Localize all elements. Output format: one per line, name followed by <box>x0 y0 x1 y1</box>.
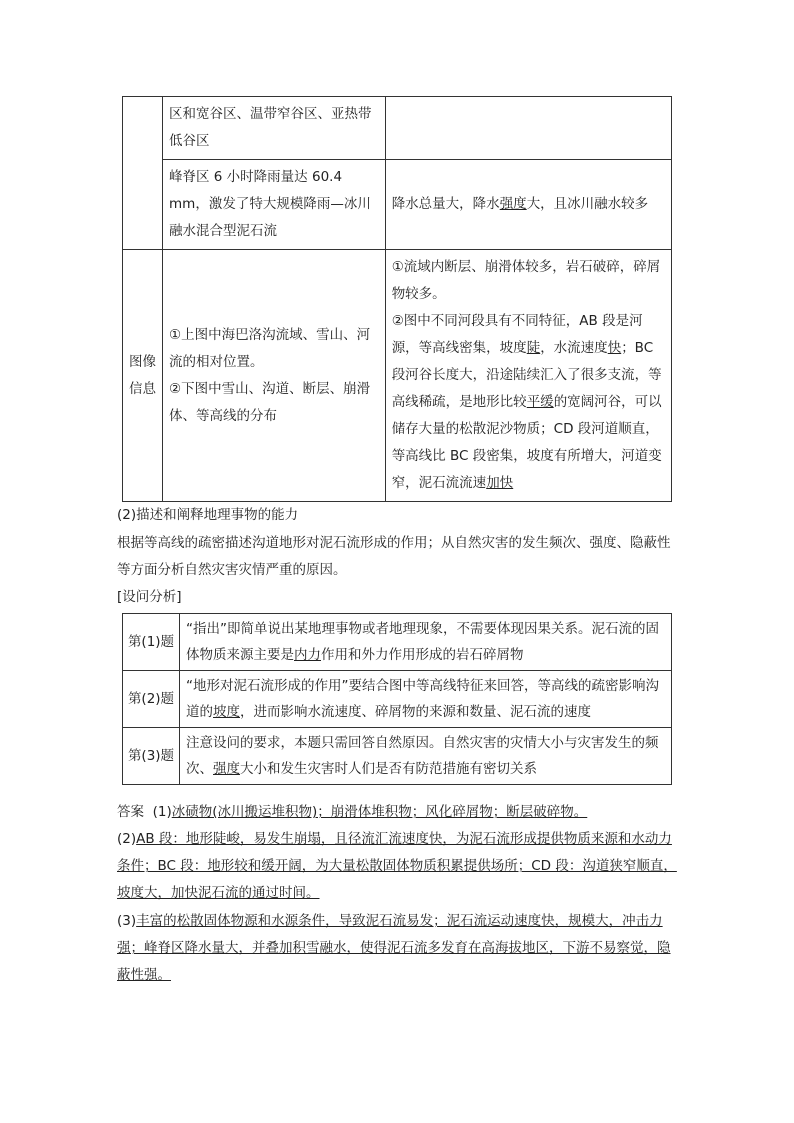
answer-label: 答案 <box>117 804 144 820</box>
info-table <box>122 96 672 502</box>
table-cell-empty <box>385 97 671 160</box>
table-row <box>123 671 672 728</box>
table-cell: “地形对泥石流形成的作用”要结合图中等高线特征来回答，等高线的疏密影响沟道的坡度，进而影响水流速度、碎屑物的来源和数量、泥石流的速度 <box>180 671 672 728</box>
question-label: 第(1)题 <box>123 614 180 671</box>
table-cell: ①上图中海巴洛沟流域、雪山、河流的相对位置。 ②下图中雪山、沟道、断层、崩滑体、等高线的分布 <box>163 250 386 502</box>
table-cell-empty <box>123 97 163 250</box>
answer-2: (2)AB 段：地形陡峻，易发生崩塌，且径流汇流速度快，为泥石流形成提供物质来源和水动力条件；BC 段：地形较和缓开阔，为大量松散固体物质积累提供场所；CD 段：沟道狭窄顺直，坡度大，加快泥石流的通过时间。 <box>117 831 677 901</box>
table-cell: “指出”即简单说出某地理事物或者地理现象，不需要体现因果关系。泥石流的固体物质来源主要是内力作用和外力作用形成的岩石碎屑物 <box>180 614 672 671</box>
analysis-heading: [设问分析] <box>117 589 182 605</box>
table-row <box>123 97 672 160</box>
section-heading: (2)描述和阐释地理事物的能力 <box>117 507 299 523</box>
table-cell: 峰脊区 6 小时降雨量达 60.4 mm，激发了特大规模降雨—冰川融水混合型泥石流 <box>163 160 386 250</box>
table-cell: 注意设问的要求，本题只需回答自然原因。自然灾害的灾情大小与灾害发生的频次、强度大小和发生灾害时人们是否有防范措施有密切关系 <box>180 728 672 785</box>
analysis-table <box>122 613 672 785</box>
table-row <box>123 728 672 785</box>
table-cell: 降水总量大，降水强度大，且冰川融水较多 <box>385 160 671 250</box>
table-cell: 区和宽谷区、温带窄谷区、亚热带低谷区 <box>163 97 386 160</box>
row-label-image-info: 图像信息 <box>123 250 163 502</box>
table-row <box>123 250 672 502</box>
answer-3: (3)丰富的松散固体物源和水源条件，导致泥石流易发；泥石流运动速度快，规模大，冲击力强；峰脊区降水量大，并叠加积雪融水，使得泥石流多发育在高海拔地区，下游不易察觉，隐蔽性强。 <box>117 913 671 983</box>
underlined-term: 强度 <box>499 196 527 212</box>
table-cell: ①流域内断层、崩滑体较多，岩石破碎，碎屑物较多。 ②图中不同河段具有不同特征，AB 段是河源，等高线密集，坡度陡，水流速度快；BC 段河谷长度大，沿途陆续汇入了很多支流，等高线稀疏，是地形比较平缓的宽阔河谷，可以储存大量的松散泥沙物质；CD 段河道顺直，等高线比 BC 段密集，坡度有所增大，河道变窄，泥石流流速加快 <box>385 250 671 502</box>
question-label: 第(3)题 <box>123 728 180 785</box>
table-row <box>123 614 672 671</box>
question-label: 第(2)题 <box>123 671 180 728</box>
section-body: 根据等高线的疏密描述沟道地形对泥石流形成的作用；从自然灾害的发生频次、强度、隐蔽性等方面分析自然灾害灾情严重的原因。 <box>117 535 671 578</box>
table-row <box>123 160 672 250</box>
answer-1: 答案 (1)冰碛物(冰川搬运堆积物)；崩滑体堆积物；风化碎屑物；断层破碎物。 <box>117 804 588 820</box>
